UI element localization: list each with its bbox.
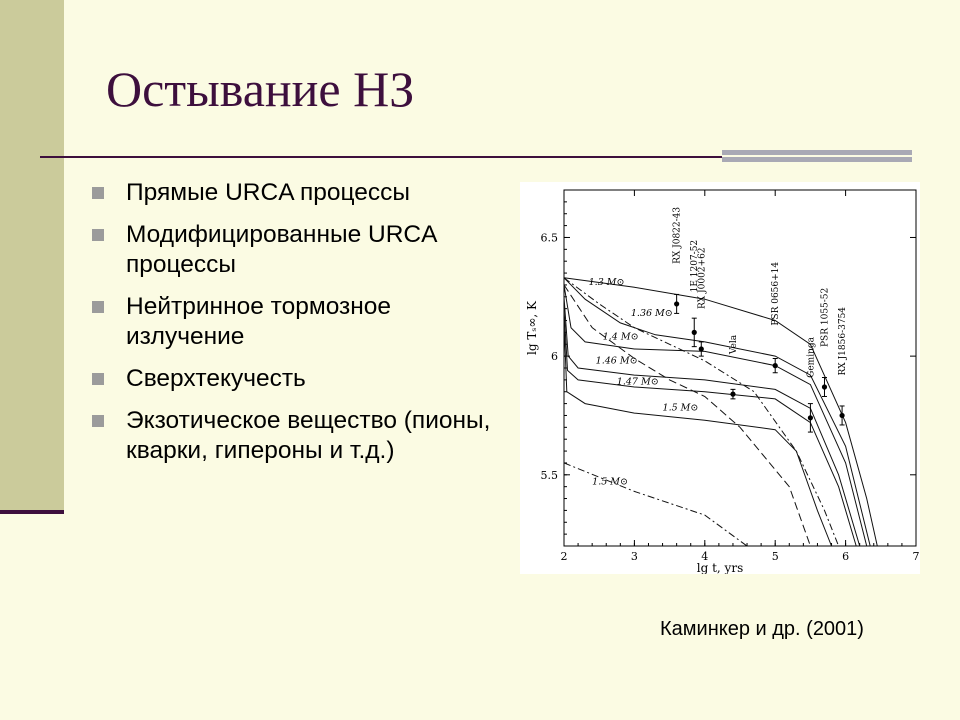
observation-label: RX J1856-3754 (838, 306, 849, 376)
x-tick-label: 5 (771, 550, 779, 563)
observation-label: 1E 1207-52 (690, 239, 701, 293)
observation-label: Geminga (806, 336, 817, 378)
cooling-curves-figure (520, 182, 920, 574)
observation-point (699, 346, 704, 351)
bullet-marker-icon (92, 373, 104, 385)
y-tick-label: 6.5 (540, 231, 558, 245)
observation-point (730, 392, 735, 397)
y-tick-label: 5.5 (540, 468, 558, 482)
bullet-list (92, 178, 492, 478)
bullet-item (92, 292, 492, 352)
left-accent-bar-foot (0, 510, 64, 514)
bullet-item (92, 220, 492, 280)
series-line (564, 278, 839, 546)
observation-point (839, 413, 844, 418)
observation-point (692, 330, 697, 335)
bullet-text: Экзотическое вещество (пионы, кварки, гипероны и т.д.) (126, 407, 491, 464)
bullet-marker-icon (92, 301, 104, 313)
observation-label: RX J0822-43 (672, 206, 683, 264)
bullet-item (92, 406, 492, 466)
bullet-text: Сверхтекучесть (126, 365, 306, 392)
x-tick-label: 2 (560, 550, 568, 563)
x-tick-label: 4 (701, 550, 709, 563)
observation-label: Vela (728, 334, 739, 355)
cooling-curves-chart (520, 182, 920, 574)
series-label: 1.46 M⊙ (595, 355, 638, 367)
plot-frame (564, 190, 916, 546)
series-label: 1.36 M⊙ (630, 307, 673, 319)
bullet-text: Модифицированные URCA процессы (126, 221, 437, 278)
slide-title: Остывание НЗ (106, 61, 415, 117)
observation-label: PSR 1055-52 (820, 287, 831, 347)
bullet-marker-icon (92, 187, 104, 199)
observation-label: RX J0002+62 (697, 247, 708, 310)
x-tick-label: 6 (842, 550, 850, 563)
bullet-item (92, 364, 492, 394)
bullet-item (92, 178, 492, 208)
observation-point (822, 384, 827, 389)
series-label: 1.5 M⊙ (592, 476, 628, 488)
observation-label: PSR 0656+14 (771, 261, 782, 326)
observation-point (674, 301, 679, 306)
bullet-text: Нейтринное тормозное излучение (126, 293, 392, 350)
series-label: 1.3 M⊙ (588, 276, 625, 288)
series-label: 1.4 M⊙ (602, 331, 639, 343)
bullet-marker-icon (92, 415, 104, 427)
title-divider-accent (722, 150, 912, 164)
x-axis-label: lg t, yrs (696, 561, 744, 574)
series-label: 1.47 M⊙ (616, 376, 659, 388)
left-accent-bar (0, 0, 64, 510)
bullet-marker-icon (92, 229, 104, 241)
bullet-text: Прямые URCA процессы (126, 179, 410, 206)
x-tick-label: 7 (912, 550, 920, 563)
observation-point (773, 363, 778, 368)
figure-credit: Каминкер и др. (2001) (660, 618, 864, 640)
series-label: 1.5 M⊙ (662, 402, 699, 414)
observation-point (808, 415, 813, 420)
y-tick-label: 6 (551, 350, 558, 364)
y-axis-label: lg Tₛ∞, K (525, 301, 539, 355)
x-tick-label: 3 (630, 550, 638, 563)
